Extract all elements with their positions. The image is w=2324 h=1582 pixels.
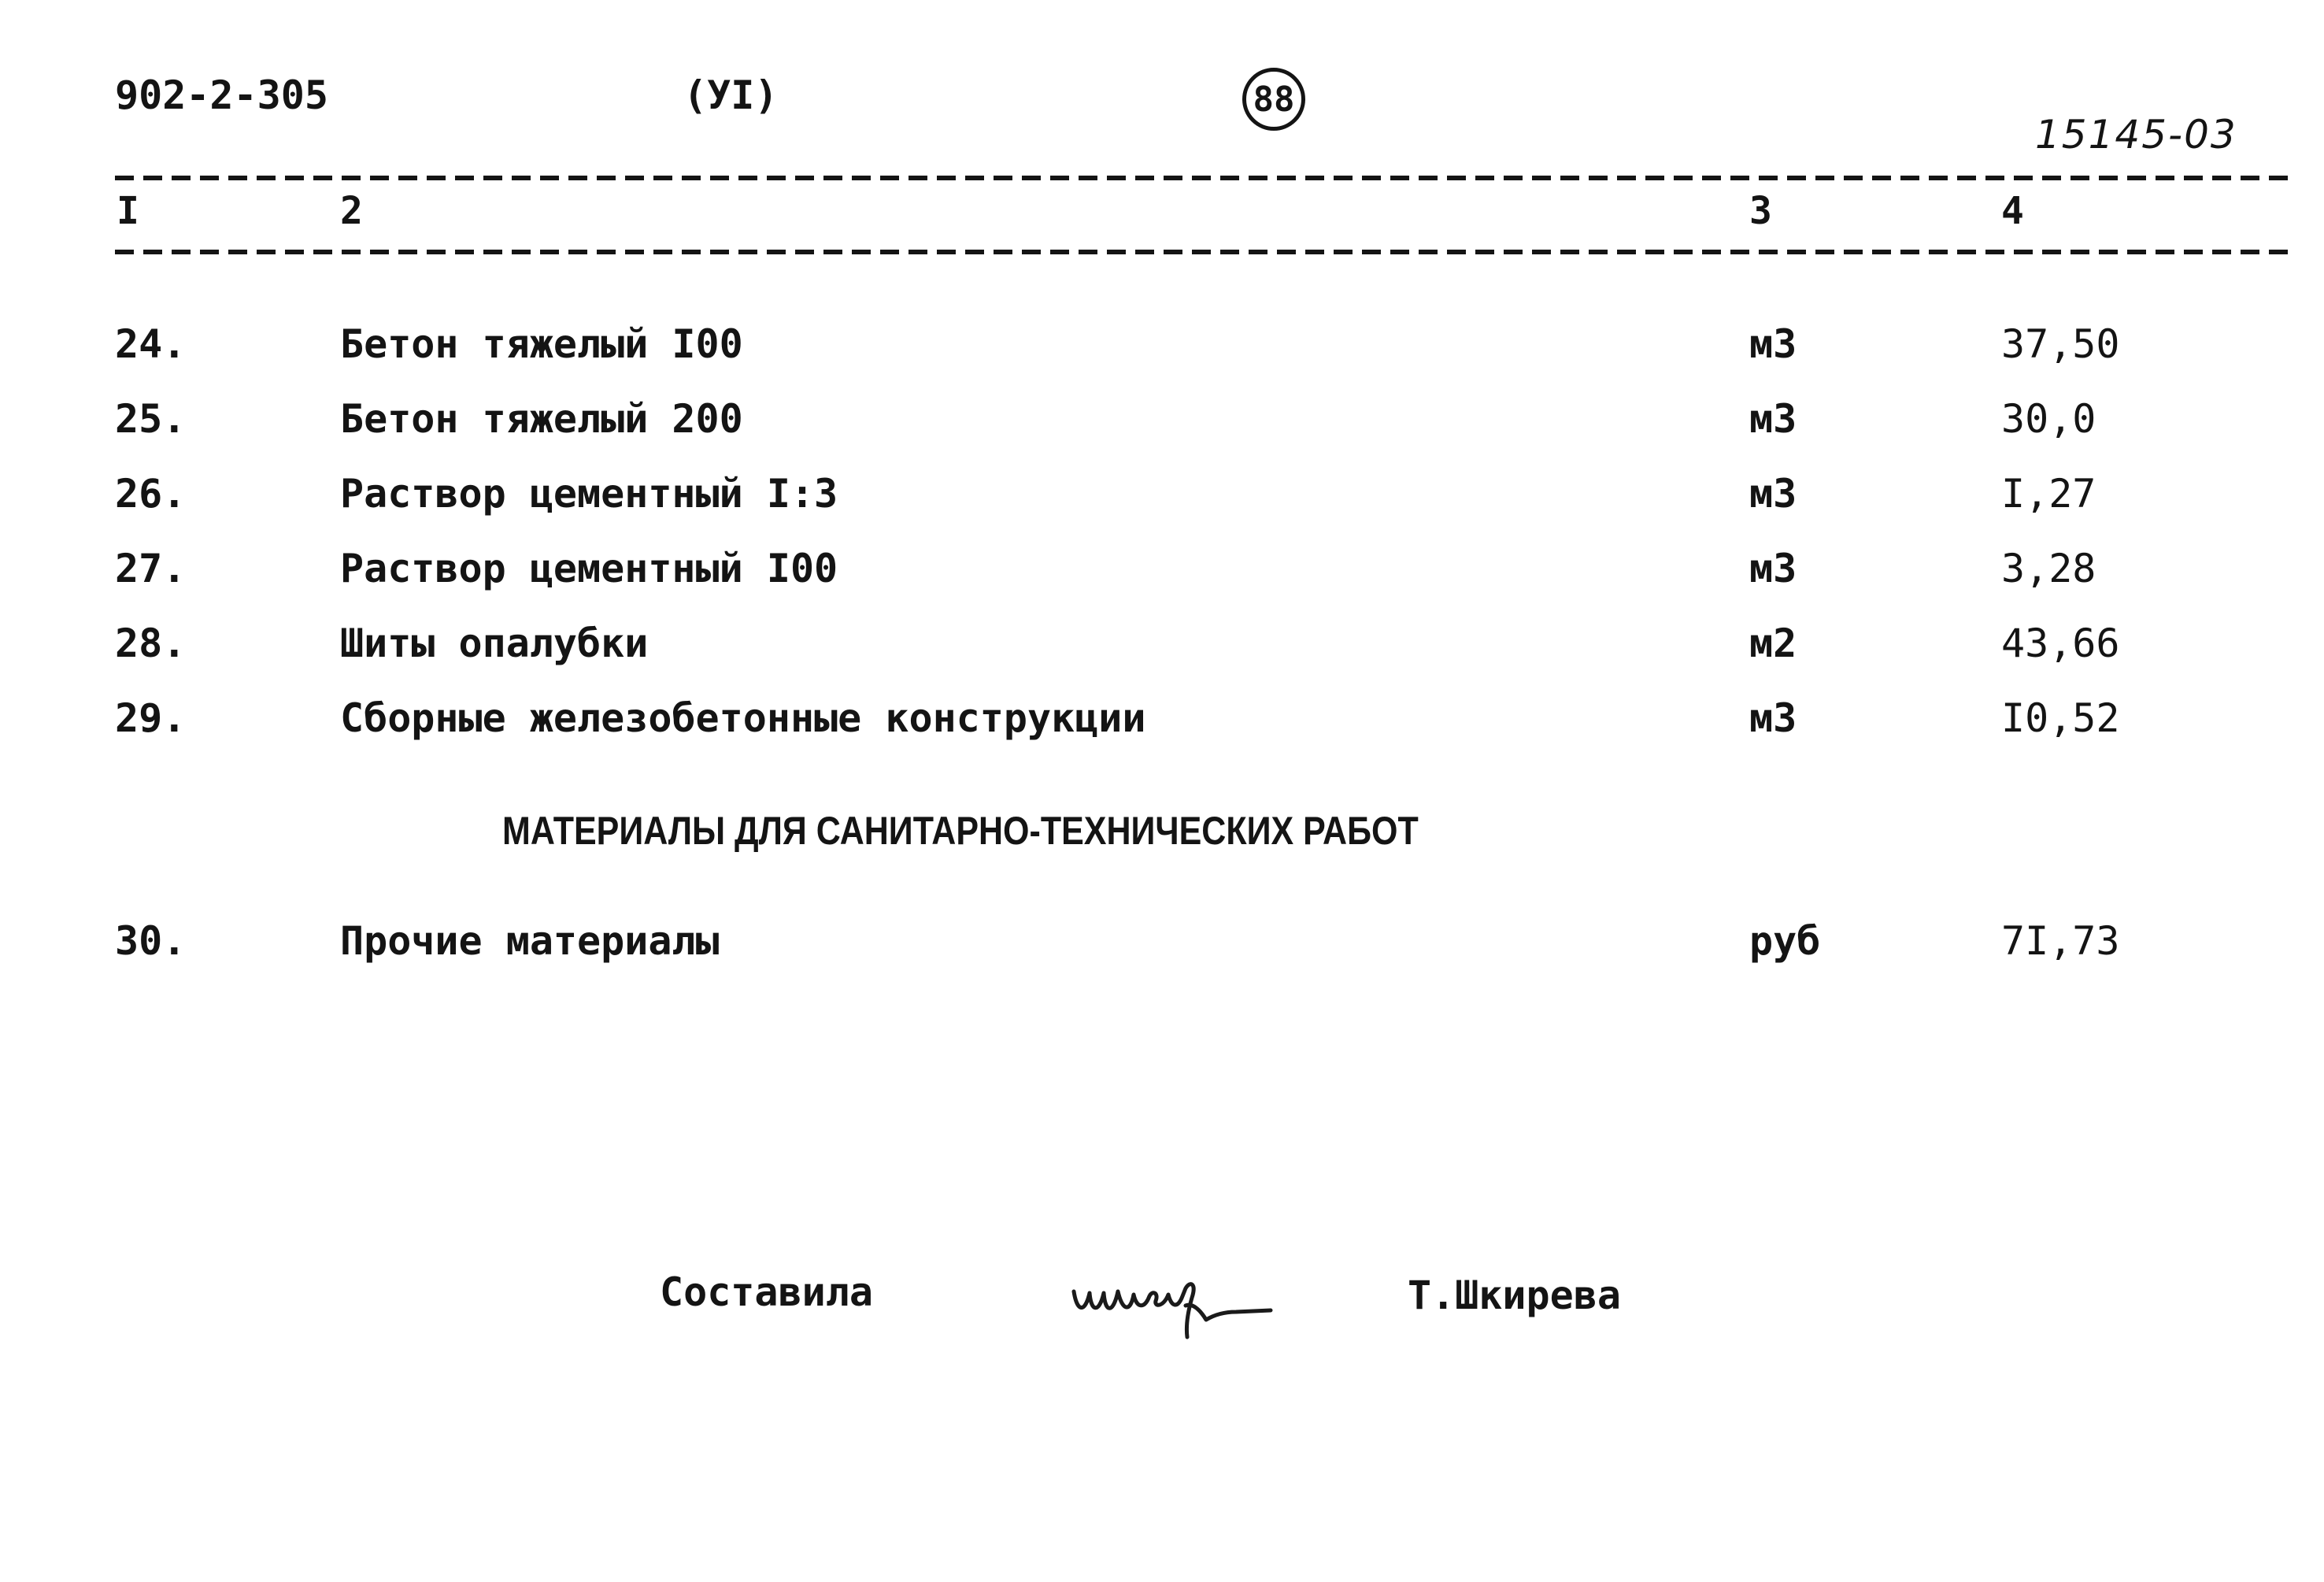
handwritten-signature — [1068, 1257, 1304, 1347]
row-name: Прочие материалы — [340, 918, 720, 964]
row-name: Раствор цементный I:3 — [340, 471, 838, 517]
row-unit: м3 — [1749, 546, 1797, 591]
table-row — [0, 546, 2324, 593]
table-row — [0, 471, 2324, 518]
column-header-1: I — [117, 189, 139, 233]
row-name: Бетон тяжелый 200 — [340, 396, 743, 442]
dashed-rule-bottom — [115, 250, 2288, 254]
row-number: 27. — [115, 546, 187, 591]
row-name: Раствор цементный I00 — [340, 546, 838, 591]
row-number: 24. — [115, 321, 187, 367]
signer-name: Т.Шкирева — [1408, 1273, 1621, 1318]
row-unit: руб — [1749, 918, 1821, 964]
table-row — [0, 396, 2324, 443]
row-unit: м3 — [1749, 396, 1797, 442]
row-number: 26. — [115, 471, 187, 517]
row-name: Бетон тяжелый I00 — [340, 321, 743, 367]
row-number: 25. — [115, 396, 187, 442]
row-unit: м3 — [1749, 695, 1797, 741]
section-number: (УI) — [683, 72, 779, 118]
column-header-3: 3 — [1749, 189, 1772, 233]
column-header-4: 4 — [2001, 189, 2024, 233]
row-quantity: I,27 — [2001, 471, 2096, 517]
row-number: 28. — [115, 621, 187, 666]
page-number-circle — [1242, 68, 1305, 131]
row-name: Сборные железобетонные конструкции — [340, 695, 1146, 741]
table-row — [0, 918, 2324, 965]
row-quantity: I0,52 — [2001, 695, 2120, 741]
row-quantity: 7I,73 — [2001, 918, 2120, 964]
document-code: 902-2-305 — [115, 72, 328, 118]
row-unit: м3 — [1749, 471, 1797, 517]
row-number: 29. — [115, 695, 187, 741]
column-header-2: 2 — [340, 189, 363, 233]
table-row — [0, 695, 2324, 743]
row-quantity: 30,0 — [2001, 396, 2096, 442]
table-row — [0, 621, 2324, 668]
row-unit: м3 — [1749, 321, 1797, 367]
compiled-by-label: Составила — [660, 1269, 873, 1315]
row-quantity: 43,66 — [2001, 621, 2120, 666]
row-quantity: 3,28 — [2001, 546, 2096, 591]
row-quantity: 37,50 — [2001, 321, 2120, 367]
row-number: 30. — [115, 918, 187, 964]
section-heading: МАТЕРИАЛЫ ДЛЯ САНИТАРНО-ТЕХНИЧЕСКИХ РАБОТ — [502, 809, 1419, 853]
archive-number: 15145-03 — [2035, 112, 2237, 157]
table-row — [0, 321, 2324, 369]
page-number: 88 — [1253, 79, 1295, 120]
dashed-rule-top — [115, 176, 2288, 180]
row-unit: м2 — [1749, 621, 1797, 666]
row-name: Шиты опалубки — [340, 621, 649, 666]
